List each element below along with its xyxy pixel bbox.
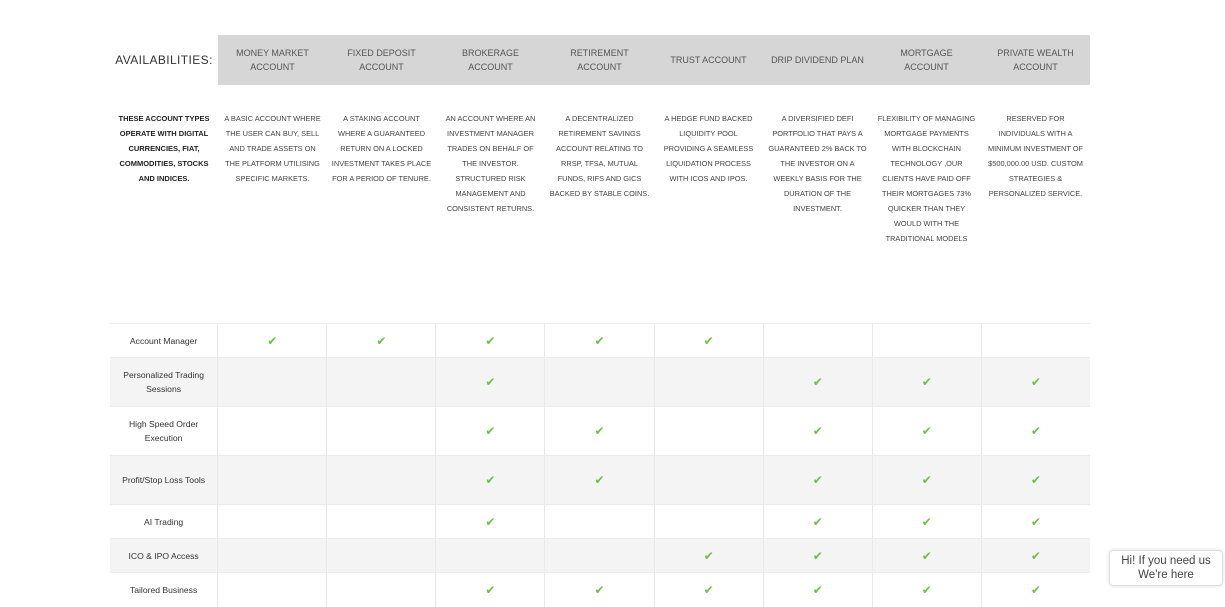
feature-cell bbox=[326, 505, 435, 538]
feature-row bbox=[110, 455, 1090, 504]
feature-cell bbox=[654, 407, 763, 455]
check-icon: ✔ bbox=[921, 514, 932, 529]
account-description: FLEXIBILITY OF MANAGING MORTGAGE PAYMENTS WITH BLOCKCHAIN TECHNOLOGY ,OUR CLIENTS HAVE PAID OFF THEIR MORTGAGES 73% QUICKER THAN THEY WOULD WITH THE TRADITIONAL MODELS bbox=[877, 114, 976, 243]
check-icon: ✔ bbox=[1030, 375, 1041, 389]
feature-cell bbox=[435, 407, 544, 455]
feature-cell bbox=[326, 358, 435, 406]
feature-cell bbox=[544, 505, 653, 538]
feature-cell bbox=[217, 407, 326, 455]
account-description: A DECENTRALIZED RETIREMENT SAVINGS ACCOUNT RELATING TO RRSP, TFSA, MUTUAL FUNDS, RIFS AND GICS BACKED BY STABLE COINS. bbox=[549, 114, 650, 198]
feature-label: High Speed Order Execution bbox=[128, 419, 199, 443]
feature-cell bbox=[981, 505, 1090, 538]
check-icon: ✔ bbox=[1030, 473, 1041, 487]
description-row bbox=[110, 111, 1090, 323]
feature-cell bbox=[763, 539, 872, 572]
availabilities-label: AVAILABILITIES: bbox=[115, 53, 213, 67]
check-icon: ✔ bbox=[267, 333, 278, 348]
feature-cell bbox=[872, 407, 981, 455]
feature-row bbox=[110, 406, 1090, 455]
feature-label: Account Manager bbox=[129, 335, 198, 346]
check-icon: ✔ bbox=[485, 473, 496, 487]
check-icon: ✔ bbox=[812, 548, 823, 563]
check-icon: ✔ bbox=[485, 375, 496, 389]
column-header: TRUST ACCOUNT bbox=[670, 55, 747, 65]
check-icon: ✔ bbox=[485, 424, 496, 438]
feature-cell bbox=[763, 505, 872, 538]
feature-cell bbox=[435, 539, 544, 572]
check-icon: ✔ bbox=[812, 583, 823, 597]
column-header: PRIVATE WEALTH ACCOUNT bbox=[997, 48, 1074, 72]
column-header: MONEY MARKET ACCOUNT bbox=[236, 48, 309, 72]
feature-cell bbox=[872, 505, 981, 538]
account-comparison-table bbox=[110, 35, 1090, 607]
feature-cell bbox=[326, 539, 435, 572]
account-description: A STAKING ACCOUNT WHERE A GUARANTEED RETURN ON A LOCKED INVESTMENT TAKES PLACE FOR A PERIOD OF TENURE. bbox=[331, 114, 432, 183]
feature-cell bbox=[763, 324, 872, 357]
feature-cell bbox=[544, 573, 653, 607]
check-icon: ✔ bbox=[1030, 548, 1041, 563]
feature-row bbox=[110, 504, 1090, 538]
account-description: RESERVED FOR INDIVIDUALS WITH A MINIMUM INVESTMENT OF $500,000.00 USD. CUSTOM STRATEGIES & PERSONALIZED SERVICE. bbox=[987, 114, 1084, 198]
feature-row bbox=[110, 538, 1090, 572]
feature-cell bbox=[872, 358, 981, 406]
header-columns bbox=[218, 35, 1090, 85]
check-icon: ✔ bbox=[921, 548, 932, 563]
feature-cell bbox=[326, 407, 435, 455]
check-icon: ✔ bbox=[1030, 514, 1041, 529]
check-icon: ✔ bbox=[921, 473, 932, 487]
feature-cell bbox=[217, 539, 326, 572]
check-icon: ✔ bbox=[812, 375, 823, 389]
check-icon: ✔ bbox=[921, 583, 932, 597]
feature-cell bbox=[544, 539, 653, 572]
feature-cell bbox=[217, 324, 326, 357]
check-icon: ✔ bbox=[485, 583, 496, 597]
feature-cell bbox=[217, 456, 326, 504]
feature-cell bbox=[872, 456, 981, 504]
check-icon: ✔ bbox=[376, 333, 387, 348]
column-header: MORTGAGE ACCOUNT bbox=[900, 48, 953, 72]
check-icon: ✔ bbox=[703, 333, 714, 348]
check-icon: ✔ bbox=[594, 333, 605, 348]
feature-cell bbox=[763, 407, 872, 455]
feature-cell bbox=[326, 324, 435, 357]
feature-label: AI Trading bbox=[144, 516, 184, 527]
feature-cell bbox=[217, 358, 326, 406]
check-icon: ✔ bbox=[812, 514, 823, 529]
feature-label: Personalized Trading Sessions bbox=[123, 370, 204, 394]
check-icon: ✔ bbox=[921, 424, 932, 438]
feature-cell bbox=[654, 456, 763, 504]
account-description: AN ACCOUNT WHERE AN INVESTMENT MANAGER TRADES ON BEHALF OF THE INVESTOR. STRUCTURED RISK MANAGEMENT AND CONSISTENT RETURNS. bbox=[445, 114, 536, 213]
feature-cell bbox=[981, 407, 1090, 455]
feature-row bbox=[110, 572, 1090, 607]
feature-cell bbox=[654, 505, 763, 538]
feature-cell bbox=[872, 324, 981, 357]
feature-cell bbox=[654, 358, 763, 406]
feature-cell bbox=[763, 358, 872, 406]
check-icon: ✔ bbox=[1030, 583, 1041, 597]
check-icon: ✔ bbox=[703, 548, 714, 563]
chat-widget[interactable] bbox=[1109, 550, 1223, 586]
check-icon: ✔ bbox=[485, 333, 496, 348]
feature-cell bbox=[435, 358, 544, 406]
feature-cell bbox=[981, 573, 1090, 607]
feature-rows bbox=[110, 323, 1090, 607]
check-icon: ✔ bbox=[594, 473, 605, 487]
feature-cell bbox=[544, 324, 653, 357]
feature-cell bbox=[544, 456, 653, 504]
column-header: FIXED DEPOSIT ACCOUNT bbox=[347, 48, 416, 72]
account-description: A DIVERSIFIED DEFI PORTFOLIO THAT PAYS A GUARANTEED 2% BACK TO THE INVESTOR ON A WEEKLY BASIS FOR THE DURATION OF THE INVESTMENT. bbox=[768, 114, 867, 213]
feature-cell bbox=[435, 505, 544, 538]
check-icon: ✔ bbox=[594, 424, 605, 438]
feature-cell bbox=[544, 407, 653, 455]
check-icon: ✔ bbox=[1030, 424, 1041, 438]
account-description: A HEDGE FUND BACKED LIQUIDITY POOL PROVIDING A SEAMLESS LIQUIDATION PROCESS WITH ICOS AND IPOS. bbox=[663, 114, 754, 183]
check-icon: ✔ bbox=[703, 583, 714, 597]
feature-cell bbox=[654, 324, 763, 357]
feature-cell bbox=[326, 573, 435, 607]
feature-label: Profit/Stop Loss Tools bbox=[122, 475, 206, 485]
feature-label: ICO & IPO Access bbox=[128, 550, 199, 561]
intro-text: THESE ACCOUNT TYPES OPERATE WITH DIGITAL CURRENCIES, FIAT, COMMODITIES, STOCKS AND INDICES. bbox=[118, 114, 210, 183]
feature-cell bbox=[217, 573, 326, 607]
column-header: RETIREMENT ACCOUNT bbox=[570, 48, 629, 72]
chat-line-2: We're here bbox=[1138, 569, 1194, 581]
check-icon: ✔ bbox=[812, 424, 823, 438]
account-description: A BASIC ACCOUNT WHERE THE USER CAN BUY, SELL AND TRADE ASSETS ON THE PLATFORM UTILISING SPECIFIC MARKETS. bbox=[224, 114, 321, 183]
feature-cell bbox=[544, 358, 653, 406]
feature-cell bbox=[435, 573, 544, 607]
feature-cell bbox=[326, 456, 435, 504]
feature-cell bbox=[654, 539, 763, 572]
feature-cell bbox=[981, 456, 1090, 504]
feature-row bbox=[110, 357, 1090, 406]
feature-cell bbox=[217, 505, 326, 538]
feature-cell bbox=[435, 324, 544, 357]
check-icon: ✔ bbox=[921, 375, 932, 389]
feature-label: Tailored Business bbox=[129, 585, 198, 595]
column-header: BROKERAGE ACCOUNT bbox=[461, 48, 519, 72]
feature-cell bbox=[872, 539, 981, 572]
table-header bbox=[110, 35, 1090, 85]
check-icon: ✔ bbox=[485, 514, 496, 529]
check-icon: ✔ bbox=[594, 583, 605, 597]
feature-cell bbox=[763, 456, 872, 504]
feature-cell bbox=[872, 573, 981, 607]
feature-cell bbox=[981, 539, 1090, 572]
feature-cell bbox=[981, 358, 1090, 406]
check-icon: ✔ bbox=[812, 473, 823, 487]
feature-cell bbox=[435, 456, 544, 504]
feature-row bbox=[110, 323, 1090, 357]
feature-cell bbox=[763, 573, 872, 607]
chat-line-1: Hi! If you need us bbox=[1121, 555, 1211, 567]
feature-cell bbox=[654, 573, 763, 607]
column-header: DRIP DIVIDEND PLAN bbox=[771, 55, 864, 65]
feature-cell bbox=[981, 324, 1090, 357]
